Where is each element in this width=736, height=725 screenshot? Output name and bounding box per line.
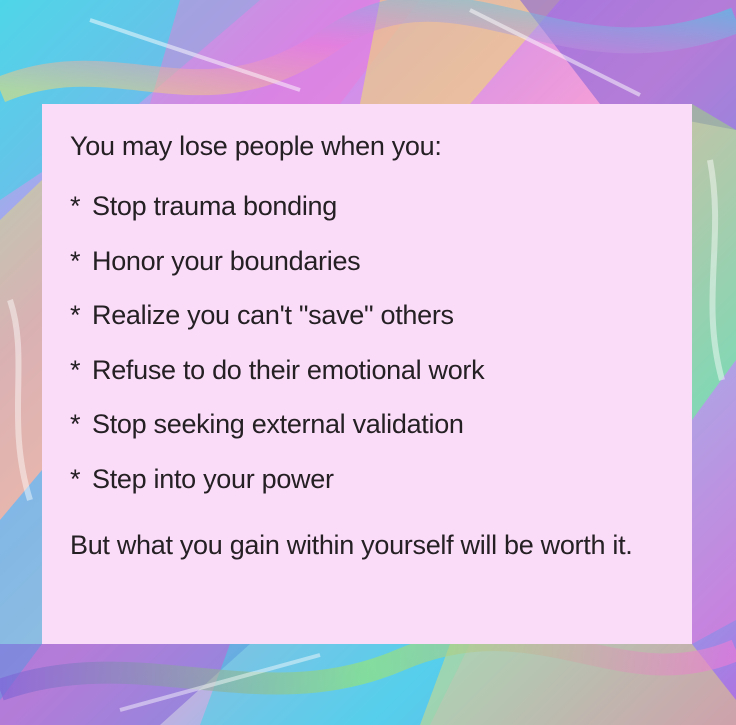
text-card xyxy=(42,104,692,644)
list-item-text: Realize you can't "save" others xyxy=(92,300,454,330)
list-item-text: Honor your boundaries xyxy=(92,245,361,276)
asterisk-bullet: * xyxy=(70,409,81,439)
list-item-text: Step into your power xyxy=(92,463,334,494)
list-item xyxy=(70,179,668,234)
outro-text: But what you gain within yourself will be worth it. xyxy=(70,530,633,560)
asterisk-bullet: * xyxy=(70,245,81,276)
asterisk-bullet: * xyxy=(70,300,81,330)
list-item xyxy=(70,234,668,289)
list-item xyxy=(70,452,668,507)
asterisk-bullet: * xyxy=(70,191,81,221)
list-item xyxy=(70,397,668,452)
bullet-list xyxy=(70,179,668,506)
list-item xyxy=(70,343,668,398)
list-item-text: Stop trauma bonding xyxy=(92,191,337,221)
list-item-text: Stop seeking external validation xyxy=(92,409,464,439)
asterisk-bullet: * xyxy=(70,354,81,385)
asterisk-bullet: * xyxy=(70,463,81,494)
list-item xyxy=(70,288,668,343)
intro-text: You may lose people when you: xyxy=(70,131,442,161)
list-item-text: Refuse to do their emotional work xyxy=(92,354,485,385)
